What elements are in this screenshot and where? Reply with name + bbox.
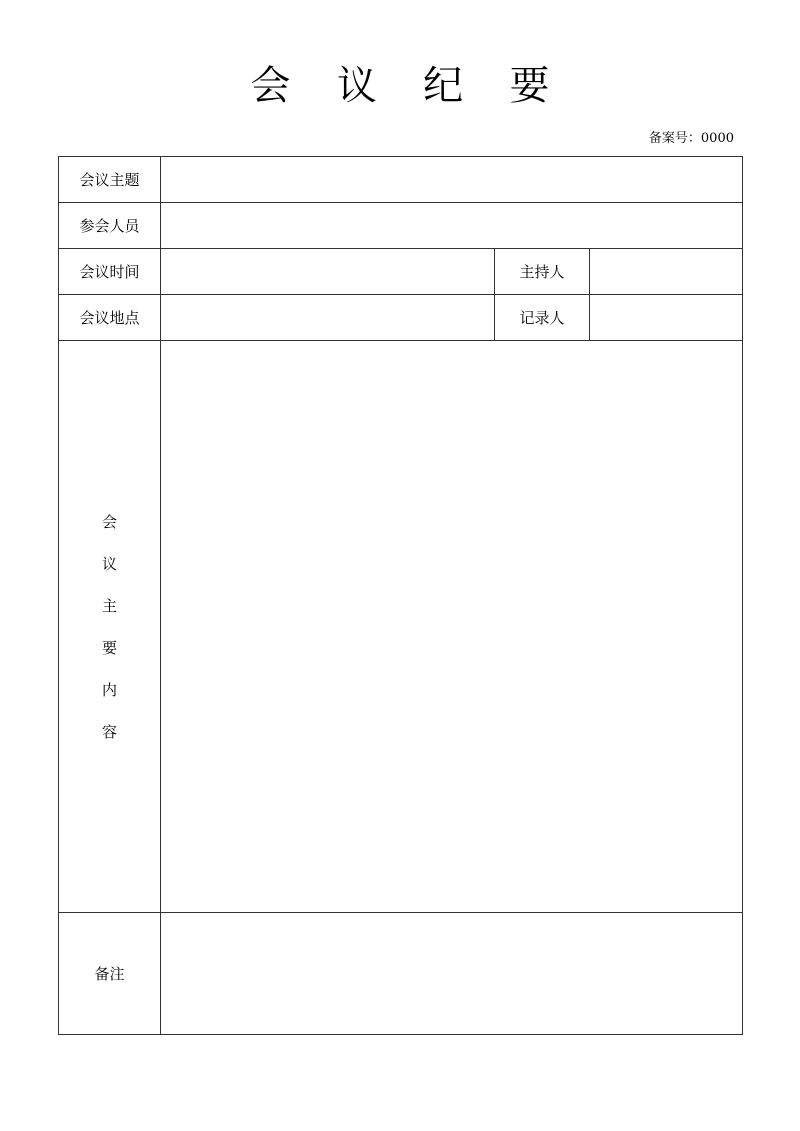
topic-row	[59, 157, 743, 203]
content-label-char: 要	[101, 638, 117, 657]
content-row	[59, 341, 743, 913]
attendees-field[interactable]	[161, 203, 743, 249]
notes-row	[59, 913, 743, 1035]
notes-field[interactable]	[161, 913, 743, 1035]
record-number: 备案号：0000	[648, 131, 734, 146]
location-recorder-row	[59, 295, 743, 341]
location-field[interactable]	[161, 295, 495, 341]
time-field[interactable]	[161, 249, 495, 295]
topic-field[interactable]	[161, 157, 743, 203]
meeting-minutes-table	[58, 156, 743, 1035]
time-label: 会议时间	[59, 249, 161, 295]
time-host-row	[59, 249, 743, 295]
recorder-field[interactable]	[590, 295, 743, 341]
notes-label: 备注	[59, 913, 161, 1035]
page-title: 会 议 纪 要	[250, 63, 567, 109]
host-field[interactable]	[590, 249, 743, 295]
topic-label: 会议主题	[59, 157, 161, 203]
content-label-char: 容	[101, 722, 117, 741]
content-label	[59, 341, 161, 913]
content-label-vertical	[59, 501, 160, 753]
content-field[interactable]	[161, 341, 743, 913]
host-label: 主持人	[495, 249, 590, 295]
location-label: 会议地点	[59, 295, 161, 341]
content-label-char: 内	[101, 680, 117, 699]
content-label-char: 主	[101, 596, 117, 615]
attendees-label: 参会人员	[59, 203, 161, 249]
attendees-row	[59, 203, 743, 249]
content-label-char: 会	[101, 512, 117, 531]
content-label-char: 议	[101, 554, 117, 573]
recorder-label: 记录人	[495, 295, 590, 341]
